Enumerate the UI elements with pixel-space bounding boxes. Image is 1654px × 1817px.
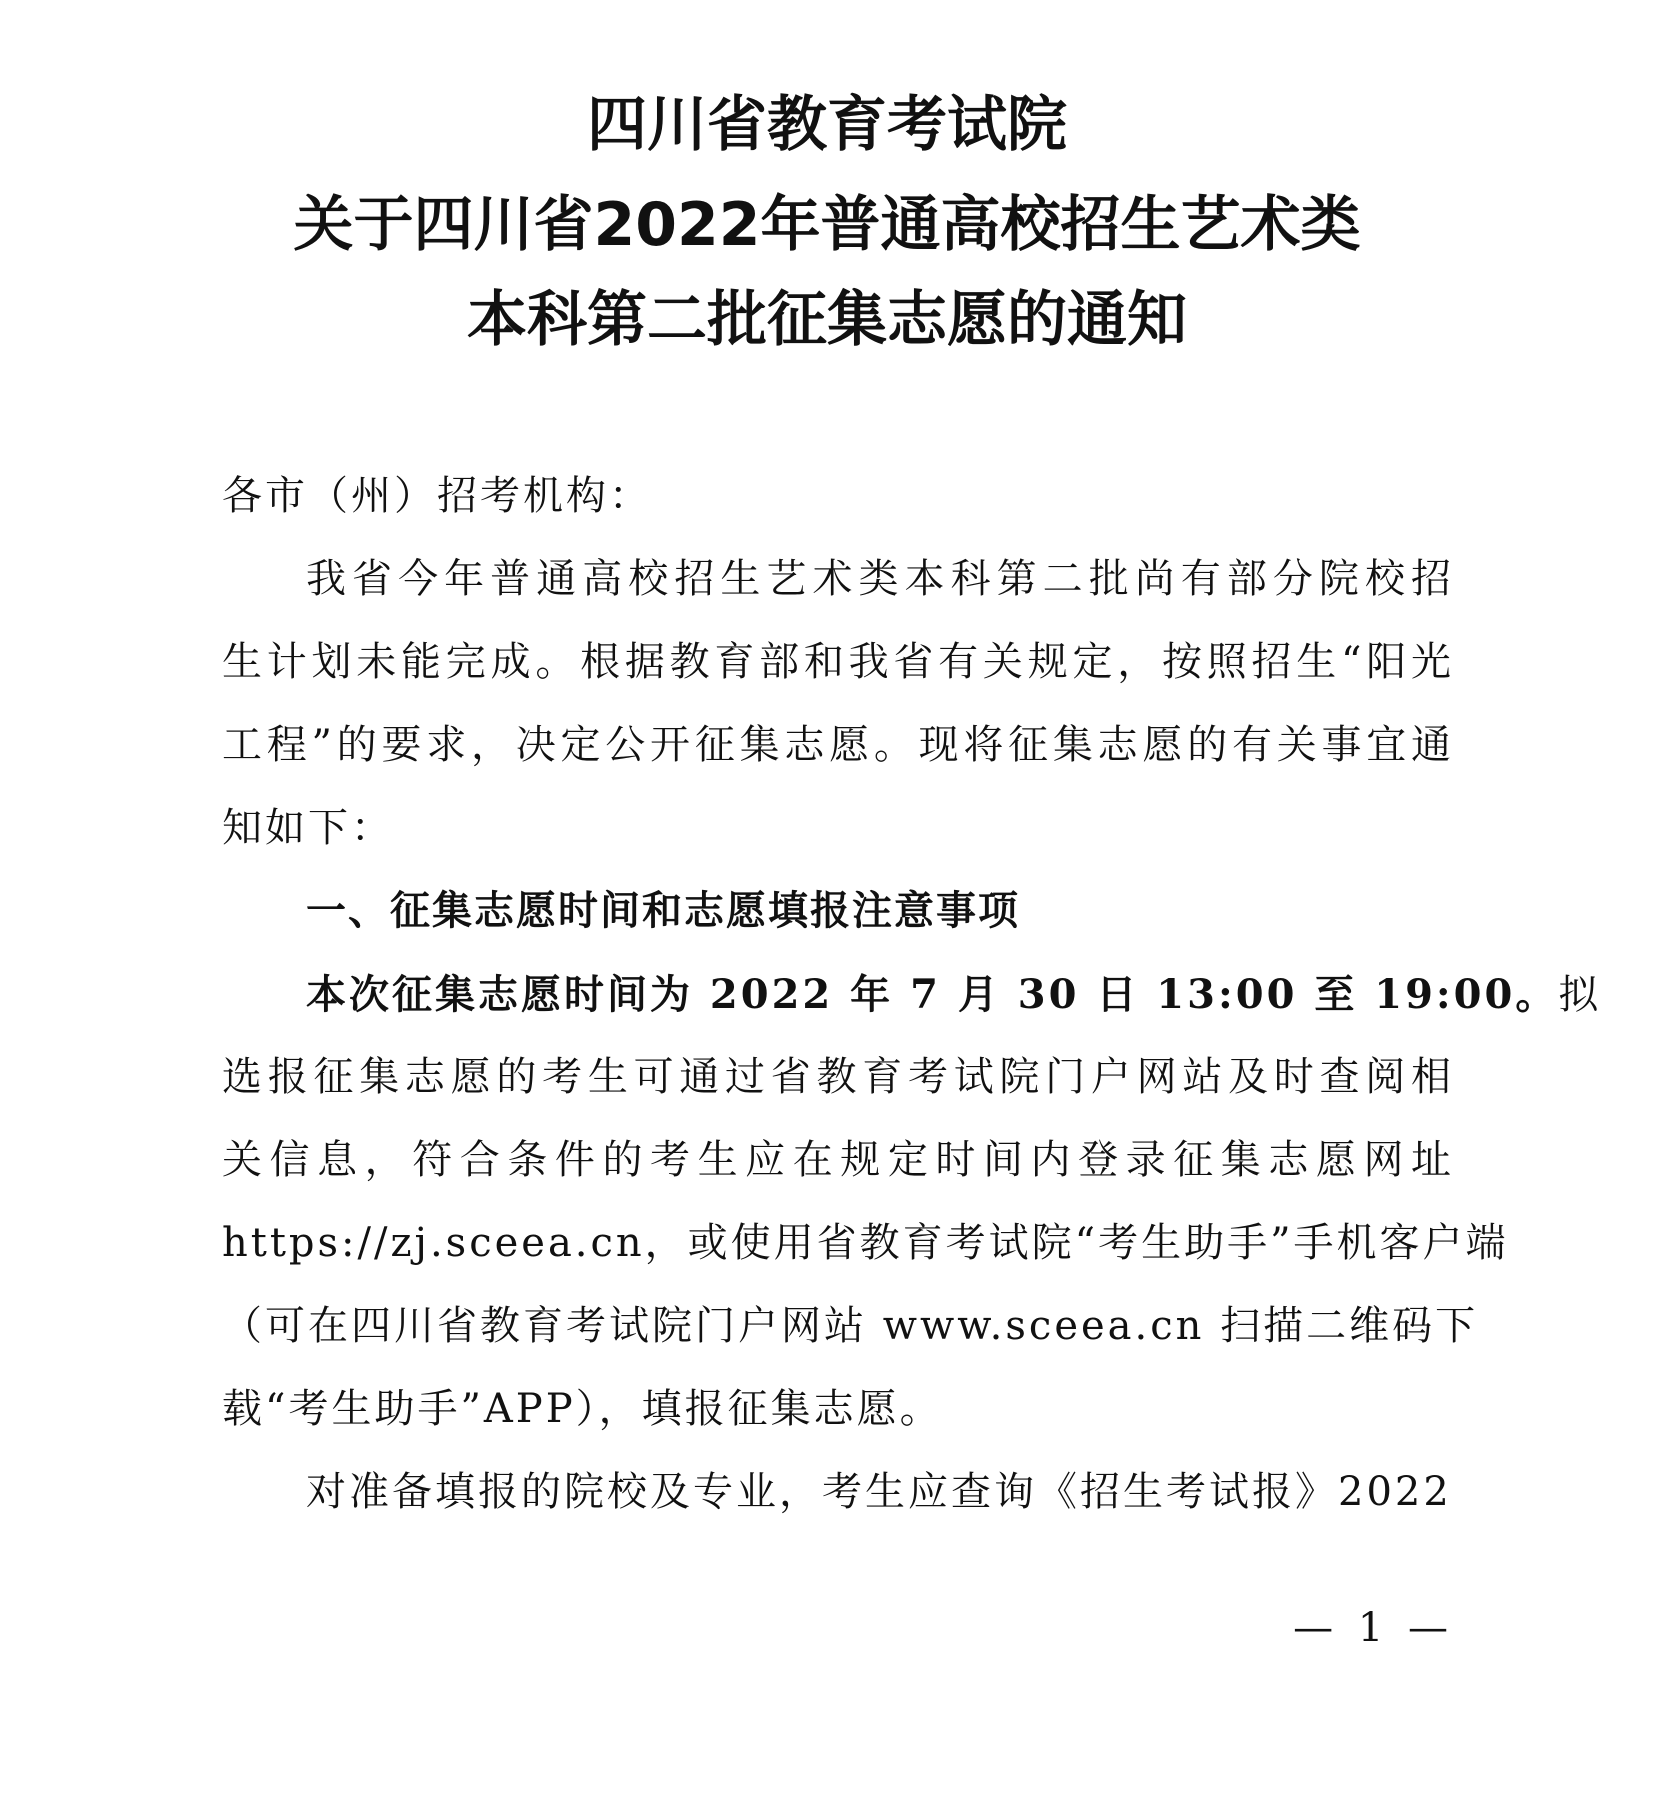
intro-paragraph bbox=[222, 538, 1454, 870]
intro-line-3: 工程”的要求，决定公开征集志愿。现将征集志愿的有关事宜通 bbox=[222, 722, 1454, 768]
section-1-line-1 bbox=[222, 953, 1602, 1036]
section-1-line-2: 选报征集志愿的考生可通过省教育考试院门户网站及时查阅相 bbox=[222, 1054, 1454, 1100]
section-1-line-6: 载“考生助手”APP），填报征集志愿。 bbox=[222, 1386, 943, 1432]
intro-line-2: 生计划未能完成。根据教育部和我省有关规定，按照招生“阳光 bbox=[222, 639, 1454, 685]
section-1-para-2-line-1: 对准备填报的院校及专业，考生应查询《招生考试报》2022 bbox=[306, 1469, 1452, 1515]
section-1-line-4-url: https://zj.sceea.cn，或使用省教育考试院“考生助手”手机客户端 bbox=[222, 1220, 1509, 1266]
section-1-line-5: （可在四川省教育考试院门户网站 www.sceea.cn 扫描二维码下 bbox=[222, 1303, 1479, 1349]
document-title-line-3: 本科第二批征集志愿的通知 bbox=[467, 285, 1187, 355]
document-title-line-1: 四川省教育考试院 bbox=[587, 90, 1067, 160]
salutation: 各市（州）招考机构： bbox=[222, 473, 652, 519]
time-statement: 本次征集志愿时间为 2022 年 7 月 30 日 13:00 至 19:00。 bbox=[306, 971, 1559, 1018]
section-1-paragraph-1 bbox=[222, 953, 1602, 1451]
section-1-line-3: 关信息，符合条件的考生应在规定时间内登录征集志愿网址 bbox=[222, 1137, 1454, 1183]
section-1-heading: 一、征集志愿时间和志愿填报注意事项 bbox=[306, 888, 1020, 934]
document-title-line-2: 关于四川省2022年普通高校招生艺术类 bbox=[293, 190, 1361, 260]
time-line-tail: 拟 bbox=[1558, 972, 1602, 1018]
intro-line-1: 我省今年普通高校招生艺术类本科第二批尚有部分院校招 bbox=[306, 556, 1454, 602]
section-1-paragraph-2 bbox=[222, 1451, 1454, 1534]
intro-line-4: 知如下： bbox=[222, 805, 394, 851]
page-number: — 1 — bbox=[1293, 1605, 1454, 1651]
